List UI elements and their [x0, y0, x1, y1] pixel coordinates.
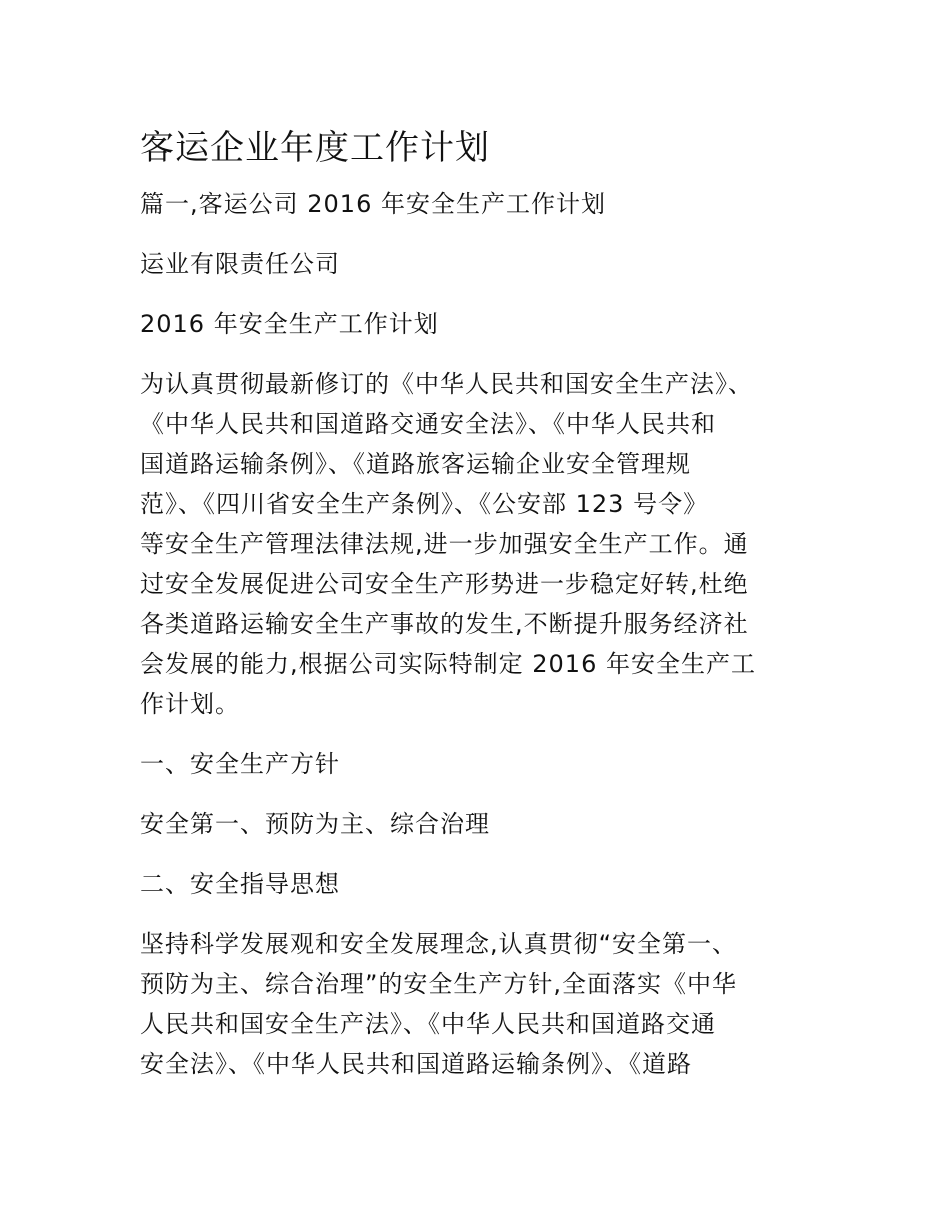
section-line: 预防为主、综合治理”的安全生产方针,全面落实《中华	[140, 970, 738, 998]
intro-paragraph	[140, 364, 820, 724]
intro-line: 会发展的能力,根据公司实际特制定 2016 年安全生产工	[140, 650, 756, 678]
section-body-guiding-thought	[140, 924, 820, 1084]
intro-line: 作计划。	[140, 690, 240, 718]
section-heading-policy: 一、安全生产方针	[140, 750, 340, 778]
plan-title: 2016 年安全生产工作计划	[140, 310, 439, 338]
intro-line: 各类道路运输安全生产事故的发生,不断提升服务经济社	[140, 610, 749, 638]
intro-line: 过安全发展促进公司安全生产形势进一步稳定好转,杜绝	[140, 570, 749, 598]
document-subtitle: 篇一,客运公司 2016 年安全生产工作计划	[140, 190, 606, 218]
intro-line: 等安全生产管理法律法规,进一步加强安全生产工作。通	[140, 530, 749, 558]
section-line: 安全法》、《中华人民共和国道路运输条例》、《道路	[140, 1050, 692, 1078]
section-line: 人民共和国安全生产法》、《中华人民共和国道路交通	[140, 1010, 716, 1038]
document-body	[140, 124, 820, 1104]
section-heading-guiding-thought: 二、安全指导思想	[140, 870, 340, 898]
intro-line: 范》、《四川省安全生产条例》、《公安部 123 号令》	[140, 490, 709, 518]
section-line: 坚持科学发展观和安全发展理念,认真贯彻“安全第一、	[140, 930, 738, 958]
company-name: 运业有限责任公司	[140, 250, 340, 278]
intro-line: 国道路运输条例》、《道路旅客运输企业安全管理规	[140, 450, 691, 478]
document-title: 客运企业年度工作计划	[140, 128, 490, 168]
intro-line: 《中华人民共和国道路交通安全法》、《中华人民共和	[140, 410, 716, 438]
section-body-policy: 安全第一、预防为主、综合治理	[140, 810, 490, 838]
intro-line: 为认真贯彻最新修订的《中华人民共和国安全生产法》、	[140, 370, 753, 398]
